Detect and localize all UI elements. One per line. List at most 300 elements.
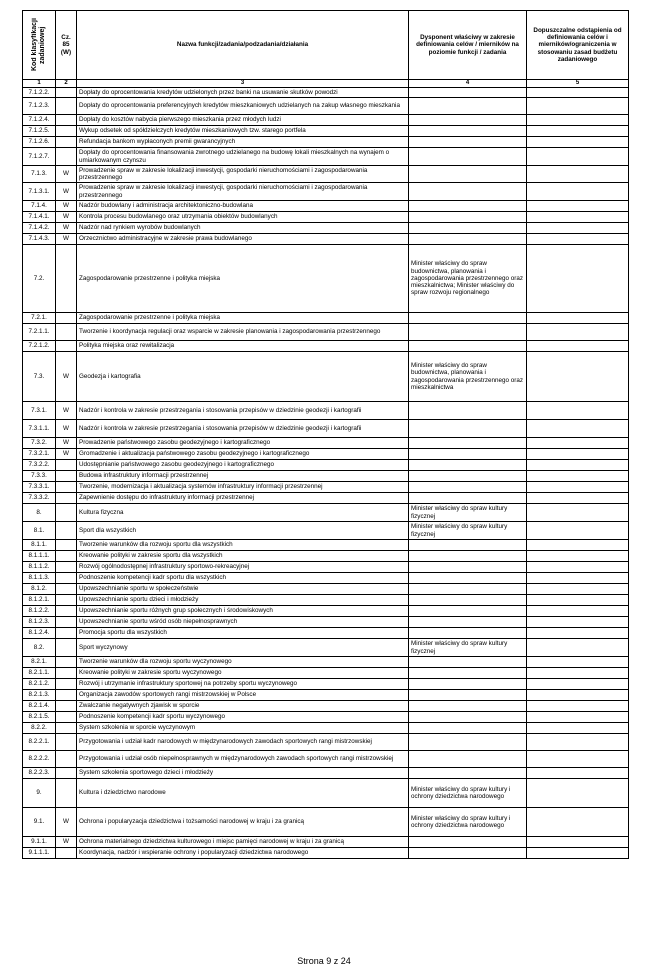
row-name: Promocja sportu dla wszystkich xyxy=(77,628,409,639)
row-cz-marker xyxy=(56,341,77,352)
row-code: 7.1.4.3. xyxy=(23,234,56,245)
row-deviations xyxy=(527,212,629,223)
table-row xyxy=(23,551,629,562)
header-disponent: Dysponent właściwy w zakresie definiowania celów / mierników na poziomie funkcji / zadania xyxy=(409,11,527,80)
row-disponent xyxy=(409,848,527,859)
row-code: 7.3.3.1. xyxy=(23,482,56,493)
row-name: Tworzenie warunków dla rozwoju sportu dla wszystkich xyxy=(77,540,409,551)
row-name: Ochrona materialnego dziedzictwa kulturowego i miejsc pamięci narodowej w kraju i za granicą xyxy=(77,837,409,848)
table-row xyxy=(23,88,629,98)
table-row xyxy=(23,712,629,723)
row-code: 7.1.2.5. xyxy=(23,126,56,137)
row-disponent xyxy=(409,690,527,701)
row-disponent: Minister właściwy do spraw kultury fizycznej xyxy=(409,504,527,522)
row-cz-marker xyxy=(56,712,77,723)
row-cz-marker: W xyxy=(56,808,77,837)
row-name: Nadzór i kontrola w zakresie przestrzegania i stosowania przepisów w dziedzinie geodezji i kartografii xyxy=(77,420,409,438)
row-deviations xyxy=(527,183,629,201)
table-row xyxy=(23,137,629,148)
row-disponent xyxy=(409,617,527,628)
row-disponent xyxy=(409,137,527,148)
row-code: 7.1.2.7. xyxy=(23,148,56,166)
row-disponent xyxy=(409,148,527,166)
row-name: System szkolenia w sporcie wyczynowym xyxy=(77,723,409,734)
row-name: Refundacja bankom wypłaconych premii gwarancyjnych xyxy=(77,137,409,148)
row-deviations xyxy=(527,420,629,438)
table-row xyxy=(23,734,629,751)
row-name: Przygotowania i udział kadr narodowych w międzynarodowych zawodach sportowych rangi mistrzowskiej xyxy=(77,734,409,751)
row-name: Kreowanie polityki w zakresie sportu wyczynowego xyxy=(77,668,409,679)
table-row xyxy=(23,460,629,471)
row-name: Upowszechnianie sportu wśród osób niepełnosprawnych xyxy=(77,617,409,628)
row-deviations xyxy=(527,723,629,734)
row-name: Tworzenie warunków dla rozwoju sportu wyczynowego xyxy=(77,657,409,668)
row-code: 7.2.1.2. xyxy=(23,341,56,352)
row-disponent xyxy=(409,701,527,712)
row-deviations xyxy=(527,115,629,126)
row-code: 8.2.1.5. xyxy=(23,712,56,723)
row-name: Podnoszenie kompetencji kadr sportu wyczynowego xyxy=(77,712,409,723)
row-code: 8. xyxy=(23,504,56,522)
row-cz-marker xyxy=(56,324,77,341)
row-disponent xyxy=(409,573,527,584)
row-name: Rozwój ogólnodostępnej infrastruktury sportowo-rekreacyjnej xyxy=(77,562,409,573)
row-cz-marker xyxy=(56,126,77,137)
table-row xyxy=(23,324,629,341)
table-row xyxy=(23,540,629,551)
row-disponent xyxy=(409,201,527,212)
row-deviations xyxy=(527,768,629,779)
row-code: 7.1.4.1. xyxy=(23,212,56,223)
row-cz-marker: W xyxy=(56,234,77,245)
table-row xyxy=(23,313,629,324)
row-disponent xyxy=(409,324,527,341)
row-deviations xyxy=(527,201,629,212)
row-deviations xyxy=(527,712,629,723)
row-code: 7.1.3. xyxy=(23,166,56,183)
table-row xyxy=(23,562,629,573)
row-name: Udostępnianie państwowego zasobu geodezyjnego i kartograficznego xyxy=(77,460,409,471)
table-row xyxy=(23,584,629,595)
row-disponent xyxy=(409,712,527,723)
col-number: 5 xyxy=(527,80,629,88)
row-cz-marker xyxy=(56,573,77,584)
row-name: Zagospodarowanie przestrzenne i polityka miejska xyxy=(77,245,409,313)
row-code: 8.1.1.2. xyxy=(23,562,56,573)
row-cz-marker xyxy=(56,701,77,712)
row-name: Nadzór budowlany i administracja architektoniczno-budowlana xyxy=(77,201,409,212)
row-cz-marker xyxy=(56,779,77,808)
row-cz-marker: W xyxy=(56,201,77,212)
row-code: 7.1.2.4. xyxy=(23,115,56,126)
row-disponent xyxy=(409,657,527,668)
row-disponent xyxy=(409,493,527,504)
row-name: Dopłaty do oprocentowania preferencyjnych kredytów mieszkaniowych udzielanych na zakup własnego mieszkania xyxy=(77,98,409,115)
row-cz-marker: W xyxy=(56,837,77,848)
row-deviations xyxy=(527,313,629,324)
row-code: 7.1.2.3. xyxy=(23,98,56,115)
row-name: Dopłaty do oprocentowania finansowania zwrotnego udzielanego na budowę lokali mieszkalnych na wynajem o umiarkowanym czynszu xyxy=(77,148,409,166)
row-code: 7.1.4.2. xyxy=(23,223,56,234)
row-name: Sport dla wszystkich xyxy=(77,522,409,540)
row-deviations xyxy=(527,88,629,98)
row-code: 8.1.2.4. xyxy=(23,628,56,639)
row-code: 8.2.1.4. xyxy=(23,701,56,712)
table-row xyxy=(23,701,629,712)
row-deviations xyxy=(527,628,629,639)
table-row xyxy=(23,212,629,223)
row-code: 9.1. xyxy=(23,808,56,837)
table-row xyxy=(23,166,629,183)
row-name: Prowadzenie spraw w zakresie lokalizacji inwestycji, gospodarki nieruchomościami i zagospodarowania przestrzennego xyxy=(77,183,409,201)
row-name: Upowszechnianie sportu w społeczeństwie xyxy=(77,584,409,595)
row-code: 7.3.1.1. xyxy=(23,420,56,438)
header-row xyxy=(23,11,629,80)
table-row xyxy=(23,751,629,768)
row-cz-marker xyxy=(56,245,77,313)
row-deviations xyxy=(527,551,629,562)
row-deviations xyxy=(527,126,629,137)
table-row xyxy=(23,352,629,402)
table-row xyxy=(23,606,629,617)
row-cz-marker xyxy=(56,98,77,115)
row-cz-marker xyxy=(56,606,77,617)
row-deviations xyxy=(527,734,629,751)
row-cz-marker xyxy=(56,115,77,126)
row-disponent xyxy=(409,420,527,438)
row-cz-marker: W xyxy=(56,223,77,234)
row-disponent xyxy=(409,679,527,690)
row-deviations xyxy=(527,701,629,712)
row-deviations xyxy=(527,668,629,679)
header-name: Nazwa funkcji/zadania/podzadania/działania xyxy=(77,11,409,80)
row-disponent: Minister właściwy do spraw kultury fizycznej xyxy=(409,639,527,657)
row-disponent xyxy=(409,482,527,493)
table-row xyxy=(23,668,629,679)
row-cz-marker xyxy=(56,595,77,606)
row-deviations xyxy=(527,848,629,859)
row-deviations xyxy=(527,137,629,148)
row-name: Dopłaty do kosztów nabycia pierwszego mieszkania przez młodych ludzi xyxy=(77,115,409,126)
table-row xyxy=(23,223,629,234)
row-code: 7.2.1.1. xyxy=(23,324,56,341)
row-cz-marker xyxy=(56,723,77,734)
row-disponent xyxy=(409,126,527,137)
row-cz-marker xyxy=(56,482,77,493)
table-row xyxy=(23,679,629,690)
table-row xyxy=(23,808,629,837)
row-cz-marker xyxy=(56,493,77,504)
row-cz-marker xyxy=(56,471,77,482)
row-code: 9.1.1.1. xyxy=(23,848,56,859)
row-name: Orzecznictwo administracyjne w zakresie prawa budowlanego xyxy=(77,234,409,245)
row-deviations xyxy=(527,522,629,540)
row-cz-marker: W xyxy=(56,166,77,183)
row-deviations xyxy=(527,837,629,848)
header-deviations: Dopuszczalne odstąpienia od definiowania celów i mierników/ograniczenia w stosowaniu zasad budżetu zadaniowego xyxy=(527,11,629,80)
row-name: Kontrola procesu budowlanego oraz utrzymania obiektów budowlanych xyxy=(77,212,409,223)
row-name: Zapewnienie dostępu do infrastruktury informacji przestrzennej xyxy=(77,493,409,504)
row-name: Polityka miejska oraz rewitalizacja xyxy=(77,341,409,352)
table-row xyxy=(23,420,629,438)
row-name: Kreowanie polityki w zakresie sportu dla wszystkich xyxy=(77,551,409,562)
row-disponent xyxy=(409,551,527,562)
row-disponent: Minister właściwy do spraw budownictwa, planowania i zagospodarowania przestrzennego oraz mieszkalnictwa xyxy=(409,352,527,402)
row-cz-marker xyxy=(56,522,77,540)
row-deviations xyxy=(527,352,629,402)
row-code: 7.3.1. xyxy=(23,402,56,420)
row-name: Zwalczanie negatywnych zjawisk w sporcie xyxy=(77,701,409,712)
table-row xyxy=(23,628,629,639)
table-row xyxy=(23,617,629,628)
table-row xyxy=(23,438,629,449)
row-deviations xyxy=(527,493,629,504)
row-cz-marker xyxy=(56,137,77,148)
row-cz-marker xyxy=(56,679,77,690)
row-deviations xyxy=(527,245,629,313)
col-number: 1 xyxy=(23,80,56,88)
table-row xyxy=(23,522,629,540)
row-name: Wykup odsetek od spółdzielczych kredytów mieszkaniowych tzw. starego portfela xyxy=(77,126,409,137)
table-row xyxy=(23,115,629,126)
row-code: 7.1.2.2. xyxy=(23,88,56,98)
row-cz-marker xyxy=(56,734,77,751)
row-code: 9.1.1. xyxy=(23,837,56,848)
row-code: 7.1.4. xyxy=(23,201,56,212)
table-row xyxy=(23,98,629,115)
row-code: 8.2.2. xyxy=(23,723,56,734)
row-name: Tworzenie, modernizacja i aktualizacja systemów infrastruktury informacji przestrzennej xyxy=(77,482,409,493)
row-cz-marker xyxy=(56,460,77,471)
row-name: Kultura i dziedzictwo narodowe xyxy=(77,779,409,808)
row-disponent: Minister właściwy do spraw kultury i ochrony dziedzictwa narodowego xyxy=(409,808,527,837)
row-disponent xyxy=(409,341,527,352)
row-cz-marker xyxy=(56,584,77,595)
row-code: 8.2.1.2. xyxy=(23,679,56,690)
row-disponent xyxy=(409,166,527,183)
row-code: 7.2. xyxy=(23,245,56,313)
row-disponent xyxy=(409,595,527,606)
row-disponent xyxy=(409,668,527,679)
header-code: Kod klasyfikacji zadaniowej xyxy=(23,11,56,80)
table-row xyxy=(23,126,629,137)
row-cz-marker xyxy=(56,617,77,628)
row-name: Zagospodarowanie przestrzenne i polityka miejska xyxy=(77,313,409,324)
row-cz-marker xyxy=(56,690,77,701)
row-cz-marker xyxy=(56,639,77,657)
table-row xyxy=(23,471,629,482)
row-name: Budowa infrastruktury informacji przestrzennej xyxy=(77,471,409,482)
row-deviations xyxy=(527,679,629,690)
row-disponent: Minister właściwy do spraw kultury fizycznej xyxy=(409,522,527,540)
row-code: 8.1.2.1. xyxy=(23,595,56,606)
row-deviations xyxy=(527,438,629,449)
row-disponent xyxy=(409,562,527,573)
row-deviations xyxy=(527,573,629,584)
row-code: 8.1.1. xyxy=(23,540,56,551)
row-disponent xyxy=(409,471,527,482)
row-name: Podnoszenie kompetencji kadr sportu dla wszystkich xyxy=(77,573,409,584)
row-name: Prowadzenie państwowego zasobu geodezyjnego i kartograficznego xyxy=(77,438,409,449)
table-row xyxy=(23,148,629,166)
row-name: Sport wyczynowy xyxy=(77,639,409,657)
row-cz-marker xyxy=(56,657,77,668)
row-disponent xyxy=(409,540,527,551)
row-cz-marker: W xyxy=(56,438,77,449)
row-deviations xyxy=(527,617,629,628)
table-row xyxy=(23,768,629,779)
row-cz-marker: W xyxy=(56,183,77,201)
row-cz-marker xyxy=(56,148,77,166)
row-code: 8.2.2.2. xyxy=(23,751,56,768)
row-deviations xyxy=(527,460,629,471)
row-disponent xyxy=(409,223,527,234)
table-row xyxy=(23,449,629,460)
row-deviations xyxy=(527,402,629,420)
row-disponent: Minister właściwy do spraw kultury i ochrony dziedzictwa narodowego xyxy=(409,779,527,808)
row-code: 8.1.1.1. xyxy=(23,551,56,562)
row-code: 7.1.3.1. xyxy=(23,183,56,201)
row-code: 8.2.2.3. xyxy=(23,768,56,779)
row-code: 7.1.2.6. xyxy=(23,137,56,148)
row-disponent xyxy=(409,606,527,617)
row-disponent xyxy=(409,460,527,471)
row-code: 8.2.2.1. xyxy=(23,734,56,751)
row-deviations xyxy=(527,779,629,808)
row-disponent xyxy=(409,584,527,595)
row-disponent xyxy=(409,837,527,848)
row-deviations xyxy=(527,98,629,115)
row-name: Nadzór nad rynkiem wyrobów budowlanych xyxy=(77,223,409,234)
row-name: System szkolenia sportowego dzieci i młodzieży xyxy=(77,768,409,779)
row-name: Rozwój i utrzymanie infrastruktury sportowej na potrzeby sportu wyczynowego xyxy=(77,679,409,690)
table-row xyxy=(23,504,629,522)
table-row xyxy=(23,341,629,352)
row-name: Przygotowania i udział osób niepełnosprawnych w międzynarodowych zawodach sportowych rangi mistrzowskiej xyxy=(77,751,409,768)
row-name: Ochrona i popularyzacja dziedzictwa i tożsamości narodowej w kraju i za granicą xyxy=(77,808,409,837)
row-code: 8.2.1. xyxy=(23,657,56,668)
row-cz-marker xyxy=(56,668,77,679)
row-name: Geodezja i kartografia xyxy=(77,352,409,402)
row-disponent xyxy=(409,234,527,245)
row-deviations xyxy=(527,584,629,595)
row-name: Dopłaty do oprocentowania kredytów udzielonych przez banki na usuwanie skutków powodzi xyxy=(77,88,409,98)
header-cz: Cz. 85 (W) xyxy=(56,11,77,80)
table-row xyxy=(23,201,629,212)
row-code: 7.3.2.2. xyxy=(23,460,56,471)
row-code: 7.3.2.1. xyxy=(23,449,56,460)
row-deviations xyxy=(527,562,629,573)
row-code: 8.1.2.2. xyxy=(23,606,56,617)
row-code: 8.1. xyxy=(23,522,56,540)
column-number-row xyxy=(23,80,629,88)
row-cz-marker xyxy=(56,848,77,859)
classification-table xyxy=(22,10,629,859)
row-name: Kultura fizyczna xyxy=(77,504,409,522)
row-name: Gromadzenie i aktualizacja państwowego zasobu geodezyjnego i kartograficznego xyxy=(77,449,409,460)
row-code: 7.3.3.2. xyxy=(23,493,56,504)
row-deviations xyxy=(527,639,629,657)
col-number: 3 xyxy=(77,80,409,88)
row-name: Nadzór i kontrola w zakresie przestrzegania i stosowania przepisów w dziedzinie geodezji i kartografii xyxy=(77,402,409,420)
row-cz-marker xyxy=(56,540,77,551)
row-cz-marker: W xyxy=(56,212,77,223)
row-cz-marker: W xyxy=(56,352,77,402)
row-name: Organizacja zawodów sportowych rangi mistrzowskiej w Polsce xyxy=(77,690,409,701)
table-row xyxy=(23,657,629,668)
row-disponent xyxy=(409,88,527,98)
row-code: 7.3. xyxy=(23,352,56,402)
table-row xyxy=(23,493,629,504)
row-deviations xyxy=(527,482,629,493)
row-deviations xyxy=(527,657,629,668)
row-code: 7.3.3. xyxy=(23,471,56,482)
col-number: 2 xyxy=(56,80,77,88)
table-row xyxy=(23,245,629,313)
row-code: 9. xyxy=(23,779,56,808)
row-disponent xyxy=(409,438,527,449)
table-row xyxy=(23,723,629,734)
table-row xyxy=(23,573,629,584)
row-cz-marker xyxy=(56,313,77,324)
table-row xyxy=(23,234,629,245)
page-number: Strona 9 z 24 xyxy=(297,956,351,966)
table-row xyxy=(23,639,629,657)
row-disponent xyxy=(409,628,527,639)
row-deviations xyxy=(527,751,629,768)
row-deviations xyxy=(527,341,629,352)
row-cz-marker xyxy=(56,88,77,98)
col-number: 4 xyxy=(409,80,527,88)
row-code: 8.1.1.3. xyxy=(23,573,56,584)
row-disponent xyxy=(409,183,527,201)
row-cz-marker: W xyxy=(56,402,77,420)
row-deviations xyxy=(527,808,629,837)
row-deviations xyxy=(527,324,629,341)
row-name: Koordynacja, nadzór i wspieranie ochrony i popularyzacji dziedzictwa narodowego xyxy=(77,848,409,859)
table-row xyxy=(23,183,629,201)
row-code: 8.2. xyxy=(23,639,56,657)
row-deviations xyxy=(527,595,629,606)
row-disponent xyxy=(409,723,527,734)
row-disponent xyxy=(409,449,527,460)
table-row xyxy=(23,837,629,848)
row-code: 7.3.2. xyxy=(23,438,56,449)
row-deviations xyxy=(527,540,629,551)
table-row xyxy=(23,779,629,808)
row-code: 7.2.1. xyxy=(23,313,56,324)
row-deviations xyxy=(527,606,629,617)
row-name: Upowszechnianie sportu dzieci i młodzieży xyxy=(77,595,409,606)
table-row xyxy=(23,482,629,493)
row-code: 8.2.1.3. xyxy=(23,690,56,701)
row-disponent xyxy=(409,734,527,751)
row-deviations xyxy=(527,504,629,522)
row-disponent xyxy=(409,98,527,115)
row-deviations xyxy=(527,471,629,482)
row-deviations xyxy=(527,223,629,234)
row-cz-marker xyxy=(56,751,77,768)
table-row xyxy=(23,690,629,701)
row-name: Upowszechnianie sportu różnych grup społecznych i środowiskowych xyxy=(77,606,409,617)
row-deviations xyxy=(527,690,629,701)
row-code: 8.1.2.3. xyxy=(23,617,56,628)
row-disponent xyxy=(409,402,527,420)
row-disponent xyxy=(409,212,527,223)
table-row xyxy=(23,402,629,420)
row-code: 8.1.2. xyxy=(23,584,56,595)
row-cz-marker: W xyxy=(56,449,77,460)
